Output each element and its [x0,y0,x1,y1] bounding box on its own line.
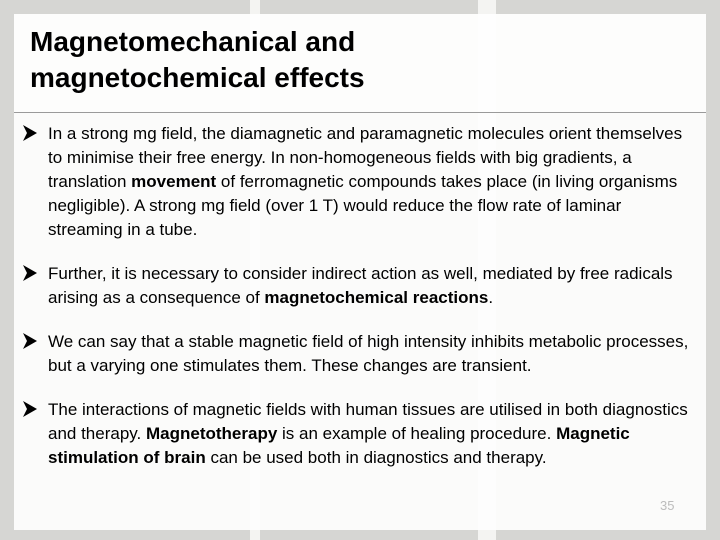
bullet-item [22,330,694,378]
bullet-item [22,122,694,242]
bullet-text: In a strong mg field, the diamagnetic and paramagnetic molecules orient themselves to minimise their free energy. In non-homogeneous fields with big gradients, a translation [48,124,683,191]
bullet-bold-text: magnetochemical reactions [264,288,489,307]
bullet-text: Further, it is necessary to consider indirect action as well, mediated by free radicals arising as a consequence of [48,264,673,307]
bullet-text: The interactions of magnetic fields with human tissues are utilised in both diagnostics and therapy. [48,400,688,443]
bullet-bold-text: Magnetotherapy [145,424,278,443]
arrowhead-bullet-icon [22,264,38,282]
arrowhead-bullet-icon [22,400,38,418]
arrowhead-bullet-icon [22,332,38,350]
background-stripe [0,0,720,14]
background-stripe [0,0,14,540]
slide-title [30,24,590,96]
bullet-item [22,398,694,470]
bullet-bold-text: Magnetic stimulation of brain [48,424,630,467]
background-stripe [706,0,720,540]
bullet-text: We can say that a stable magnetic field of high intensity inhibits metabolic processes, but a varying one stimulates them. These changes are transient. [48,332,689,375]
bullet-text: can be used both in diagnostics and therapy. [205,448,547,467]
title-line-2: magnetochemical effects [30,62,365,93]
bullet-text: is an example of healing procedure. [277,424,557,443]
title-divider [14,112,706,113]
bullet-item [22,262,694,310]
bullet-text: . [488,288,494,307]
bullet-list [22,122,694,490]
title-line-1: Magnetomechanical and [30,26,356,57]
slide-number: 35 [660,498,675,513]
bullet-bold-text: movement [131,172,217,191]
arrowhead-bullet-icon [22,124,38,142]
background-stripe [0,530,720,540]
bullet-text: of ferromagnetic compounds takes place (in living organisms negligible). A strong mg field (over 1 T) would reduce the flow rate of laminar streaming in a tube. [48,172,678,239]
